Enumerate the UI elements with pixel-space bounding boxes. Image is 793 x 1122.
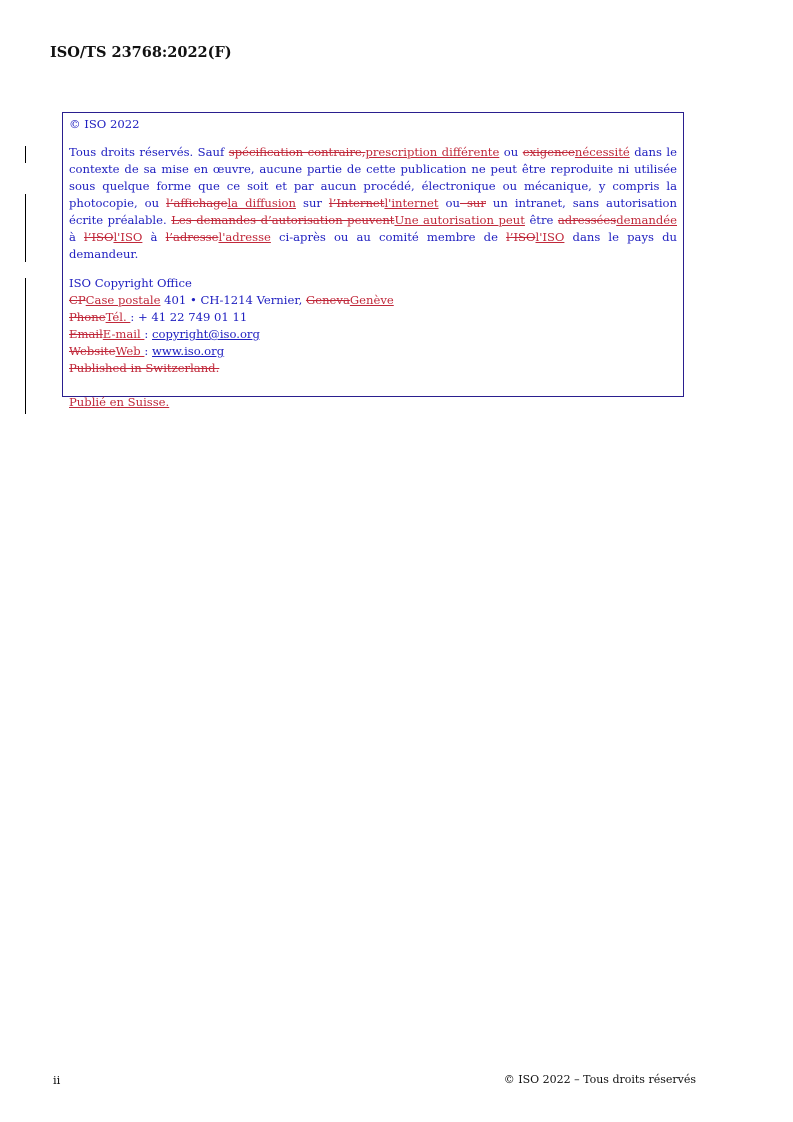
deleted-text: Published in Switzerland. xyxy=(69,361,220,375)
deleted-text: l’ISO xyxy=(506,230,536,244)
deleted-text: l’adresse xyxy=(165,230,219,244)
inserted-text: Publié en Suisse. xyxy=(69,395,170,409)
inserted-text: Genève xyxy=(349,293,394,307)
inserted-text: l'ISO xyxy=(535,230,565,244)
separator: : xyxy=(144,327,152,341)
paragraph-text: être xyxy=(524,213,558,227)
deleted-text: Les demandes d’autorisation peuvent xyxy=(171,213,395,227)
paragraph-text: un intranet, sans autorisation écrite préalable. xyxy=(69,196,677,227)
rights-paragraph xyxy=(69,144,677,263)
inserted-text: Case postale xyxy=(85,293,161,307)
paragraph-text: dans le pays du demandeur. xyxy=(69,230,677,261)
paragraph-text: ou xyxy=(438,196,460,210)
inserted-text: la diffusion xyxy=(227,196,297,210)
paragraph-text: dans le contexte de sa mise en œuvre, aucune partie de cette publication ne peut être reproduite ni utilisée sous quelque forme que ce soit et par aucun procédé, électronique ou mécanique, y compris la photocopie, ou xyxy=(69,145,677,210)
deleted-text: Email xyxy=(69,327,103,341)
deleted-text: l’Internet xyxy=(328,196,385,210)
published-line-deleted xyxy=(69,360,677,377)
separator: : xyxy=(144,344,152,358)
footer-copyright: © ISO 2022 – Tous droits réservés xyxy=(503,1073,696,1086)
email-line xyxy=(69,326,677,343)
page-number: ii xyxy=(53,1073,61,1087)
change-bar xyxy=(25,278,26,414)
paragraph-text: à xyxy=(142,230,166,244)
deleted-text: l’ISO xyxy=(84,230,114,244)
change-bar xyxy=(25,146,26,163)
address-text: 401 • CH-1214 Vernier, xyxy=(160,293,306,307)
inserted-text: l'ISO xyxy=(113,230,143,244)
copyright-line: © ISO 2022 xyxy=(69,117,140,131)
deleted-text: sur xyxy=(460,196,486,210)
deleted-text: l’affichage xyxy=(166,196,228,210)
address-line xyxy=(69,292,677,309)
inserted-text: Web xyxy=(115,344,145,358)
phone-number: : + 41 22 749 01 11 xyxy=(130,310,248,324)
phone-line xyxy=(69,309,677,326)
document-id: ISO/TS 23768:2022(F) xyxy=(50,44,232,61)
paragraph-text: sur xyxy=(296,196,329,210)
web-line xyxy=(69,343,677,360)
deleted-text: exigence xyxy=(522,145,575,159)
paragraph-text: ou xyxy=(499,145,523,159)
paragraph-text: ci-après ou au comité membre de xyxy=(270,230,507,244)
paragraph-text: à xyxy=(69,230,85,244)
deleted-text: spécification contraire, xyxy=(228,145,366,159)
inserted-text: Une autorisation peut xyxy=(394,213,525,227)
inserted-text: E-mail xyxy=(102,327,145,341)
inserted-text: Tél. xyxy=(105,310,131,324)
change-bar xyxy=(25,194,26,262)
paragraph-text: Tous droits réservés. Sauf xyxy=(69,145,229,159)
website-link[interactable]: www.iso.org xyxy=(151,344,225,358)
deleted-text: CP xyxy=(69,293,86,307)
copyright-box xyxy=(62,112,684,409)
deleted-text: Phone xyxy=(69,310,106,324)
inserted-text: demandée xyxy=(616,213,678,227)
deleted-text: adressées xyxy=(557,213,617,227)
inserted-text: prescription différente xyxy=(365,145,500,159)
email-link[interactable]: copyright@iso.org xyxy=(152,327,260,341)
inserted-text: l'adresse xyxy=(218,230,271,244)
inserted-text: nécessité xyxy=(574,145,630,159)
office-title: ISO Copyright Office xyxy=(69,276,192,290)
inserted-text: l'internet xyxy=(384,196,439,210)
spacer xyxy=(69,377,677,394)
deleted-text: Geneva xyxy=(305,293,350,307)
published-line-inserted xyxy=(69,394,677,411)
deleted-text: Website xyxy=(69,344,116,358)
